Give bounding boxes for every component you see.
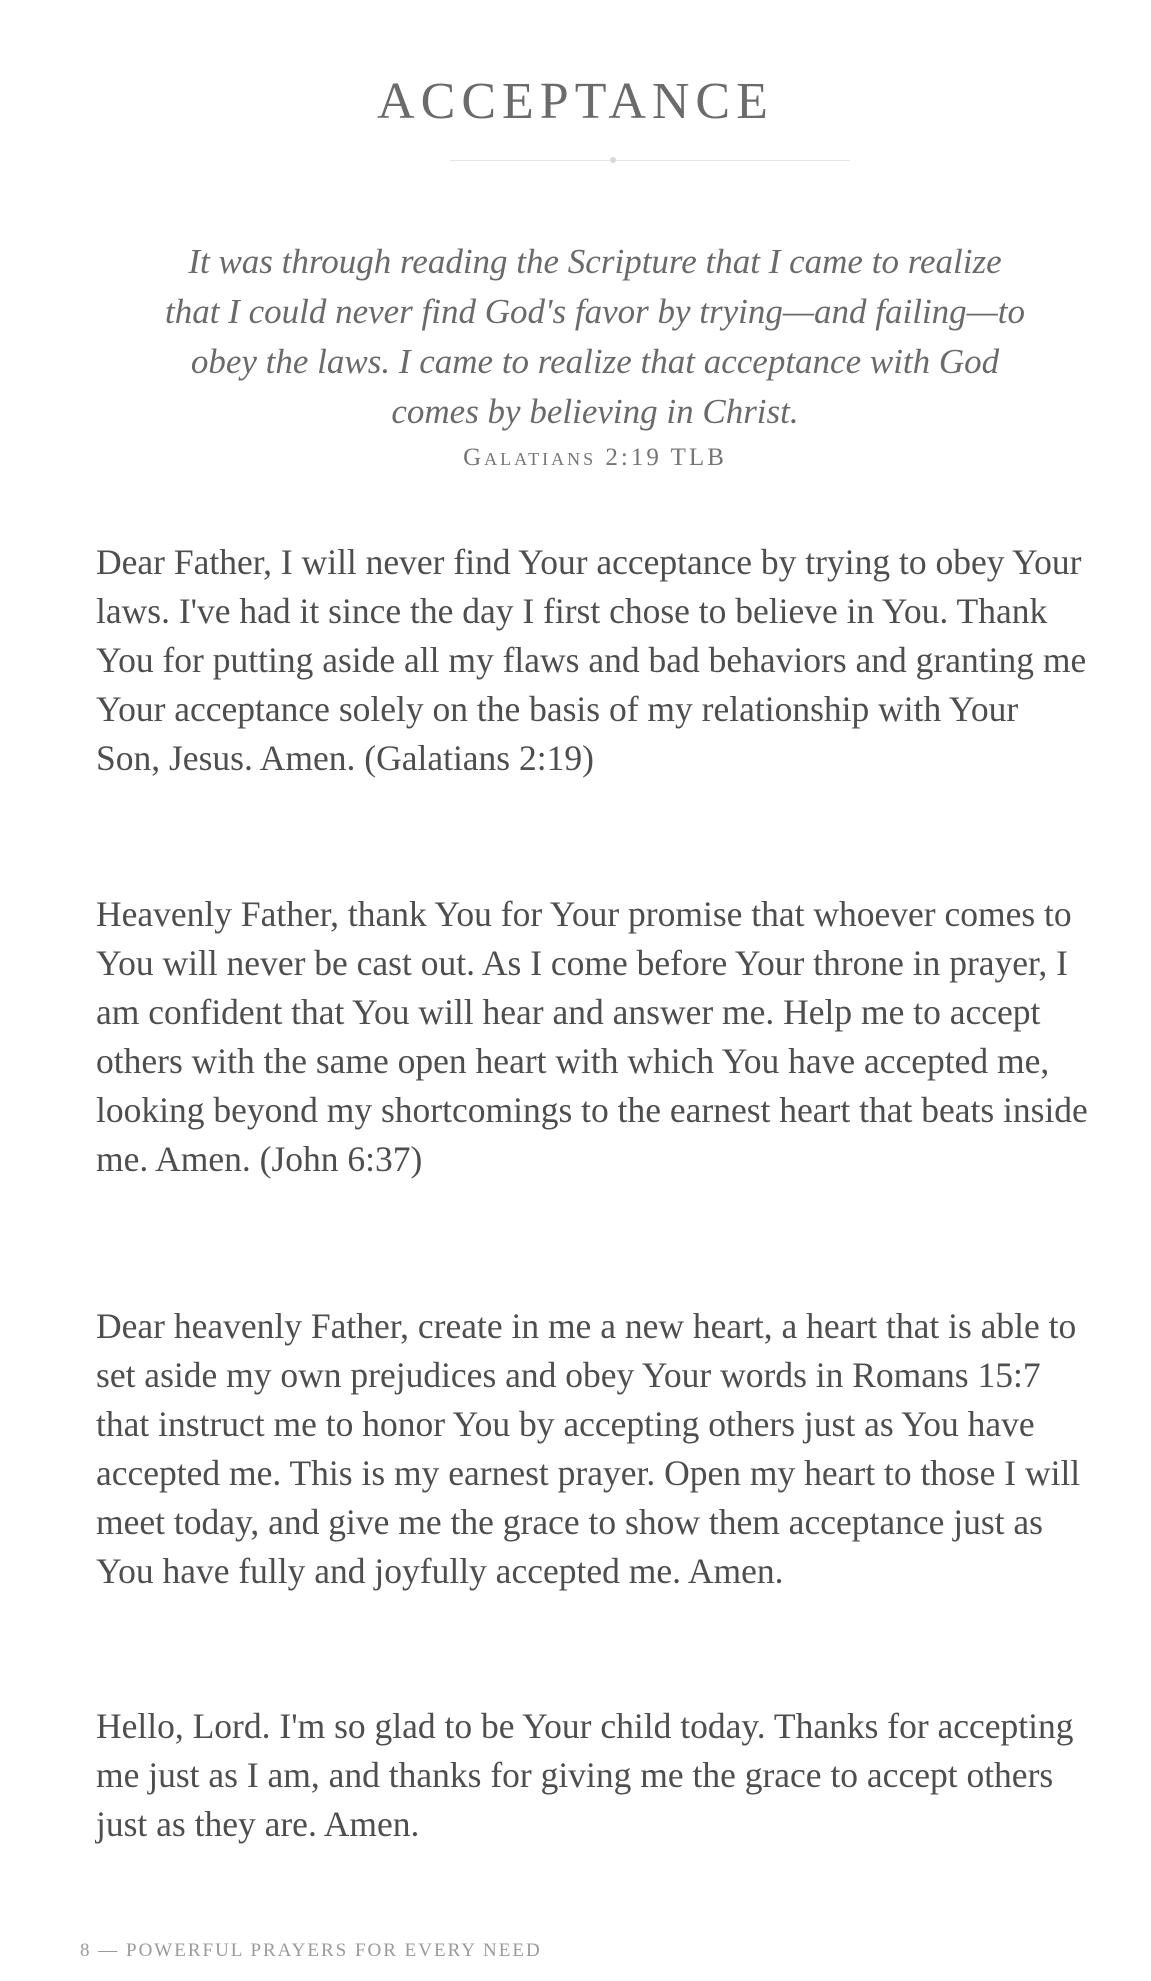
prayer-paragraph: Dear Father, I will never find Your acceptance by trying to obey Your laws. I've had it since the day I first chose to believe in You. Thank You for putting aside all my flaws and bad behaviors and granting me Your acceptance solely on the basis of my relationship with Your Son, Jesus. Amen. (Galatians 2:19) — [96, 542, 1087, 778]
page-footer: 8 — POWERFUL PRAYERS FOR EVERY NEED — [80, 1940, 542, 1961]
title-divider — [450, 160, 850, 161]
prayer-paragraph: Heavenly Father, thank You for Your promise that whoever comes to You will never be cast out. As I come before Your throne in prayer, I am confident that You will hear and answer me. Help me to accept others with the same open heart with which You have accepted me, looking beyond my shortcomings to the earnest heart that beats inside me. Amen. (John 6:37) — [96, 894, 1088, 1179]
epigraph-quote: It was through reading the Scripture that I came to realize that I could never find God's favor by trying—and failing—to obey the laws. I came to realize that acceptance with God comes by believing in Christ. — [164, 242, 1026, 431]
prayer-paragraph: Hello, Lord. I'm so glad to be Your child today. Thanks for accepting me just as I am, and thanks for giving me the grace to accept others just as they are. Amen. — [96, 1706, 1074, 1844]
page-title: ACCEPTANCE — [377, 73, 774, 130]
divider-ornament — [610, 157, 616, 163]
epigraph-reference: Galatians 2:19 TLB — [463, 444, 727, 471]
prayer-paragraph: Dear heavenly Father, create in me a new heart, a heart that is able to set aside my own prejudices and obey Your words in Romans 15:7 that instruct me to honor You by accepting others just as You have accepted me. This is my earnest prayer. Open my heart to those I will meet today, and give me the grace to show them acceptance just as You have fully and joyfully accepted me. Amen. — [96, 1306, 1081, 1591]
